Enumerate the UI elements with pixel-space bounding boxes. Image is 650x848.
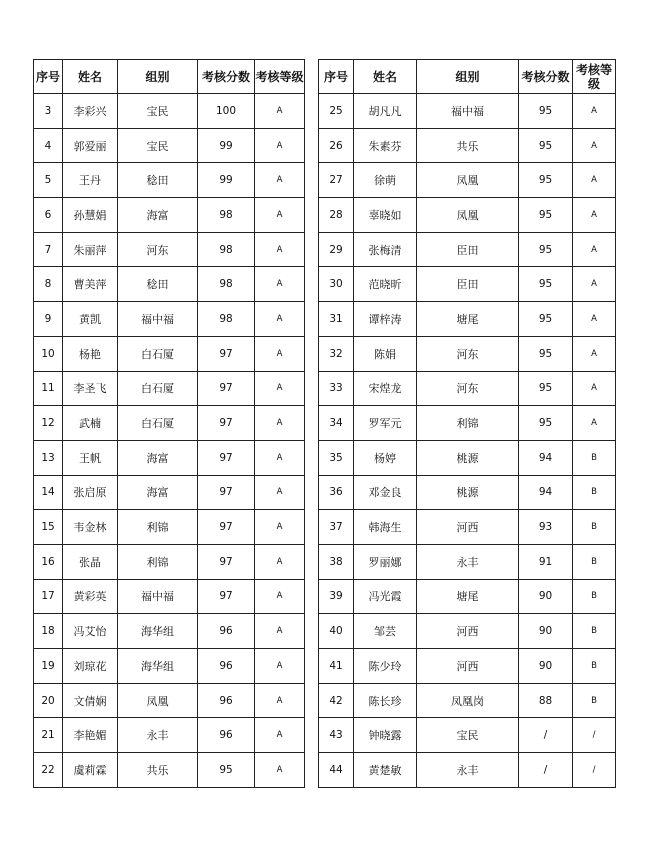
cell-seq: 10 — [34, 336, 63, 371]
cell-seq: 11 — [34, 371, 63, 406]
cell-score: 99 — [198, 163, 255, 198]
cell-grade: A — [573, 163, 616, 198]
cell-group: 桃源 — [417, 440, 519, 475]
cell-score: 97 — [198, 406, 255, 441]
cell-grade: A — [255, 440, 305, 475]
cell-name: 李彩兴 — [63, 94, 118, 129]
table-row — [319, 475, 616, 510]
cell-grade: A — [255, 510, 305, 545]
cell-name: 邹芸 — [354, 614, 417, 649]
cell-seq: 12 — [34, 406, 63, 441]
cell-name: 武楠 — [63, 406, 118, 441]
cell-grade: A — [255, 198, 305, 233]
cell-score: 90 — [519, 579, 573, 614]
cell-name: 辜晓如 — [354, 198, 417, 233]
cell-grade: A — [255, 336, 305, 371]
cell-score: 91 — [519, 544, 573, 579]
table-row — [319, 544, 616, 579]
cell-seq: 9 — [34, 302, 63, 337]
cell-grade: B — [573, 579, 616, 614]
cell-score: 95 — [198, 753, 255, 788]
cell-grade: A — [255, 753, 305, 788]
cell-score: 97 — [198, 544, 255, 579]
cell-group: 海富 — [118, 475, 198, 510]
cell-name: 王帆 — [63, 440, 118, 475]
cell-group: 臣田 — [417, 267, 519, 302]
cell-score: 90 — [519, 649, 573, 684]
table-row — [34, 614, 305, 649]
cell-grade: A — [255, 579, 305, 614]
cell-group: 福中福 — [118, 579, 198, 614]
cell-seq: 27 — [319, 163, 354, 198]
cell-group: 海华组 — [118, 614, 198, 649]
cell-score: / — [519, 718, 573, 753]
cell-group: 利锦 — [118, 544, 198, 579]
table-row — [34, 544, 305, 579]
cell-name: 范晓昕 — [354, 267, 417, 302]
cell-group: 塘尾 — [417, 302, 519, 337]
cell-name: 张启原 — [63, 475, 118, 510]
cell-grade: / — [573, 753, 616, 788]
cell-seq: 37 — [319, 510, 354, 545]
table-row — [319, 718, 616, 753]
cell-grade: A — [573, 302, 616, 337]
cell-name: 徐萌 — [354, 163, 417, 198]
table-row — [319, 579, 616, 614]
cell-group: 白石厦 — [118, 336, 198, 371]
table-row — [319, 683, 616, 718]
score-table-left — [33, 59, 305, 788]
cell-score: 95 — [519, 406, 573, 441]
cell-name: 张梅清 — [354, 232, 417, 267]
table-row — [319, 614, 616, 649]
cell-grade: A — [573, 336, 616, 371]
cell-score: 99 — [198, 128, 255, 163]
cell-grade: B — [573, 649, 616, 684]
cell-seq: 20 — [34, 683, 63, 718]
cell-name: 刘琼花 — [63, 649, 118, 684]
cell-score: 94 — [519, 475, 573, 510]
cell-seq: 16 — [34, 544, 63, 579]
header-name: 姓名 — [63, 60, 118, 94]
cell-name: 冯艾怡 — [63, 614, 118, 649]
cell-seq: 42 — [319, 683, 354, 718]
cell-group: 凤凰 — [118, 683, 198, 718]
cell-grade: A — [255, 163, 305, 198]
cell-name: 杨婷 — [354, 440, 417, 475]
table-row — [319, 336, 616, 371]
table-row — [34, 371, 305, 406]
cell-group: 利锦 — [417, 406, 519, 441]
table-row — [319, 128, 616, 163]
table-header-row — [34, 60, 305, 94]
table-row — [319, 440, 616, 475]
table-row — [34, 718, 305, 753]
cell-group: 海富 — [118, 198, 198, 233]
cell-seq: 18 — [34, 614, 63, 649]
cell-grade: B — [573, 544, 616, 579]
header-score: 考核分数 — [198, 60, 255, 94]
cell-score: 97 — [198, 475, 255, 510]
cell-grade: A — [255, 614, 305, 649]
cell-group: 河东 — [417, 371, 519, 406]
cell-grade: A — [255, 267, 305, 302]
table-row — [319, 371, 616, 406]
table-row — [319, 649, 616, 684]
cell-score: / — [519, 753, 573, 788]
cell-seq: 17 — [34, 579, 63, 614]
cell-name: 朱素芬 — [354, 128, 417, 163]
cell-seq: 31 — [319, 302, 354, 337]
cell-group: 河西 — [417, 649, 519, 684]
cell-grade: A — [255, 406, 305, 441]
cell-group: 凤凰 — [417, 198, 519, 233]
cell-score: 96 — [198, 718, 255, 753]
cell-score: 100 — [198, 94, 255, 129]
cell-grade: A — [255, 475, 305, 510]
table-row — [34, 163, 305, 198]
header-group: 组别 — [118, 60, 198, 94]
cell-seq: 29 — [319, 232, 354, 267]
header-grade: 考核等级 — [255, 60, 305, 94]
cell-group: 共乐 — [118, 753, 198, 788]
cell-name: 虞莉霖 — [63, 753, 118, 788]
cell-name: 孙慧娟 — [63, 198, 118, 233]
table-row — [34, 440, 305, 475]
cell-score: 96 — [198, 649, 255, 684]
cell-grade: A — [255, 371, 305, 406]
cell-seq: 28 — [319, 198, 354, 233]
cell-grade: A — [573, 198, 616, 233]
cell-score: 97 — [198, 336, 255, 371]
cell-seq: 30 — [319, 267, 354, 302]
cell-group: 宝民 — [417, 718, 519, 753]
table-row — [34, 406, 305, 441]
header-name: 姓名 — [354, 60, 417, 94]
cell-score: 95 — [519, 198, 573, 233]
table-row — [34, 649, 305, 684]
cell-group: 福中福 — [417, 94, 519, 129]
cell-group: 白石厦 — [118, 406, 198, 441]
cell-name: 文倩娴 — [63, 683, 118, 718]
cell-seq: 6 — [34, 198, 63, 233]
cell-group: 共乐 — [417, 128, 519, 163]
header-grade: 考核等级 — [573, 60, 616, 94]
cell-seq: 35 — [319, 440, 354, 475]
cell-grade: B — [573, 440, 616, 475]
cell-score: 94 — [519, 440, 573, 475]
cell-seq: 36 — [319, 475, 354, 510]
cell-seq: 22 — [34, 753, 63, 788]
table-row — [34, 753, 305, 788]
cell-score: 97 — [198, 440, 255, 475]
cell-grade: A — [573, 371, 616, 406]
cell-name: 杨艳 — [63, 336, 118, 371]
cell-group: 河西 — [417, 510, 519, 545]
cell-grade: A — [255, 544, 305, 579]
cell-seq: 8 — [34, 267, 63, 302]
cell-name: 罗丽娜 — [354, 544, 417, 579]
cell-group: 河西 — [417, 614, 519, 649]
cell-seq: 14 — [34, 475, 63, 510]
cell-group: 稔田 — [118, 163, 198, 198]
cell-group: 海富 — [118, 440, 198, 475]
table-row — [34, 475, 305, 510]
cell-score: 95 — [519, 371, 573, 406]
cell-name: 李艳媚 — [63, 718, 118, 753]
cell-name: 朱丽萍 — [63, 232, 118, 267]
cell-name: 陈少玲 — [354, 649, 417, 684]
table-row — [319, 406, 616, 441]
table-row — [34, 128, 305, 163]
header-score: 考核分数 — [519, 60, 573, 94]
cell-score: 98 — [198, 198, 255, 233]
table-row — [319, 163, 616, 198]
cell-name: 谭梓涛 — [354, 302, 417, 337]
cell-score: 95 — [519, 336, 573, 371]
cell-score: 97 — [198, 371, 255, 406]
cell-grade: / — [573, 718, 616, 753]
cell-score: 95 — [519, 267, 573, 302]
cell-seq: 41 — [319, 649, 354, 684]
cell-name: 张晶 — [63, 544, 118, 579]
cell-group: 永丰 — [417, 753, 519, 788]
table-row — [319, 198, 616, 233]
table-row — [34, 94, 305, 129]
cell-score: 88 — [519, 683, 573, 718]
cell-name: 黄彩英 — [63, 579, 118, 614]
table-row — [34, 302, 305, 337]
cell-score: 95 — [519, 302, 573, 337]
table-row — [34, 510, 305, 545]
cell-seq: 32 — [319, 336, 354, 371]
cell-seq: 26 — [319, 128, 354, 163]
cell-group: 河东 — [118, 232, 198, 267]
cell-grade: A — [573, 128, 616, 163]
cell-grade: A — [255, 683, 305, 718]
cell-grade: A — [255, 128, 305, 163]
table-row — [319, 94, 616, 129]
cell-grade: A — [573, 94, 616, 129]
cell-grade: B — [573, 683, 616, 718]
header-seq: 序号 — [319, 60, 354, 94]
cell-group: 永丰 — [417, 544, 519, 579]
table-row — [34, 336, 305, 371]
table-row — [319, 510, 616, 545]
table-row — [34, 683, 305, 718]
cell-seq: 25 — [319, 94, 354, 129]
table-header-row — [319, 60, 616, 94]
cell-seq: 43 — [319, 718, 354, 753]
cell-score: 97 — [198, 510, 255, 545]
cell-seq: 13 — [34, 440, 63, 475]
cell-seq: 39 — [319, 579, 354, 614]
cell-score: 95 — [519, 128, 573, 163]
score-table-right — [318, 59, 616, 788]
table-row — [319, 302, 616, 337]
cell-name: 韩海生 — [354, 510, 417, 545]
cell-seq: 3 — [34, 94, 63, 129]
cell-name: 韦金林 — [63, 510, 118, 545]
cell-name: 王丹 — [63, 163, 118, 198]
cell-seq: 19 — [34, 649, 63, 684]
cell-score: 95 — [519, 163, 573, 198]
cell-group: 稔田 — [118, 267, 198, 302]
cell-group: 宝民 — [118, 94, 198, 129]
header-seq: 序号 — [34, 60, 63, 94]
cell-grade: A — [255, 649, 305, 684]
cell-group: 福中福 — [118, 302, 198, 337]
cell-group: 塘尾 — [417, 579, 519, 614]
cell-seq: 40 — [319, 614, 354, 649]
cell-grade: A — [573, 232, 616, 267]
cell-seq: 15 — [34, 510, 63, 545]
cell-name: 曹美萍 — [63, 267, 118, 302]
cell-group: 桃源 — [417, 475, 519, 510]
cell-group: 宝民 — [118, 128, 198, 163]
cell-group: 臣田 — [417, 232, 519, 267]
cell-group: 海华组 — [118, 649, 198, 684]
cell-name: 胡凡凡 — [354, 94, 417, 129]
table-row — [319, 232, 616, 267]
cell-name: 陈长珍 — [354, 683, 417, 718]
cell-grade: A — [573, 406, 616, 441]
cell-score: 95 — [519, 232, 573, 267]
cell-score: 90 — [519, 614, 573, 649]
cell-name: 冯光霞 — [354, 579, 417, 614]
cell-seq: 21 — [34, 718, 63, 753]
cell-grade: B — [573, 614, 616, 649]
cell-grade: B — [573, 510, 616, 545]
cell-score: 93 — [519, 510, 573, 545]
cell-score: 96 — [198, 614, 255, 649]
cell-name: 钟晓露 — [354, 718, 417, 753]
table-row — [34, 267, 305, 302]
cell-name: 陈娟 — [354, 336, 417, 371]
cell-score: 98 — [198, 267, 255, 302]
cell-seq: 5 — [34, 163, 63, 198]
cell-grade: A — [255, 718, 305, 753]
cell-grade: A — [255, 302, 305, 337]
table-row — [34, 232, 305, 267]
cell-name: 郭爱丽 — [63, 128, 118, 163]
table-row — [34, 198, 305, 233]
cell-seq: 44 — [319, 753, 354, 788]
cell-score: 96 — [198, 683, 255, 718]
cell-grade: A — [255, 94, 305, 129]
cell-group: 凤凰 — [417, 163, 519, 198]
cell-grade: A — [255, 232, 305, 267]
table-row — [319, 753, 616, 788]
table-row — [34, 579, 305, 614]
cell-name: 宋煌龙 — [354, 371, 417, 406]
cell-seq: 34 — [319, 406, 354, 441]
cell-group: 利锦 — [118, 510, 198, 545]
cell-name: 罗军元 — [354, 406, 417, 441]
cell-name: 邓金良 — [354, 475, 417, 510]
cell-seq: 4 — [34, 128, 63, 163]
cell-group: 永丰 — [118, 718, 198, 753]
cell-group: 白石厦 — [118, 371, 198, 406]
cell-score: 95 — [519, 94, 573, 129]
header-group: 组别 — [417, 60, 519, 94]
cell-score: 97 — [198, 579, 255, 614]
cell-group: 凤凰岗 — [417, 683, 519, 718]
cell-grade: B — [573, 475, 616, 510]
cell-seq: 33 — [319, 371, 354, 406]
cell-name: 李圣飞 — [63, 371, 118, 406]
cell-score: 98 — [198, 302, 255, 337]
cell-seq: 38 — [319, 544, 354, 579]
cell-seq: 7 — [34, 232, 63, 267]
cell-group: 河东 — [417, 336, 519, 371]
cell-score: 98 — [198, 232, 255, 267]
cell-name: 黄凯 — [63, 302, 118, 337]
table-row — [319, 267, 616, 302]
cell-grade: A — [573, 267, 616, 302]
cell-name: 黄楚敏 — [354, 753, 417, 788]
